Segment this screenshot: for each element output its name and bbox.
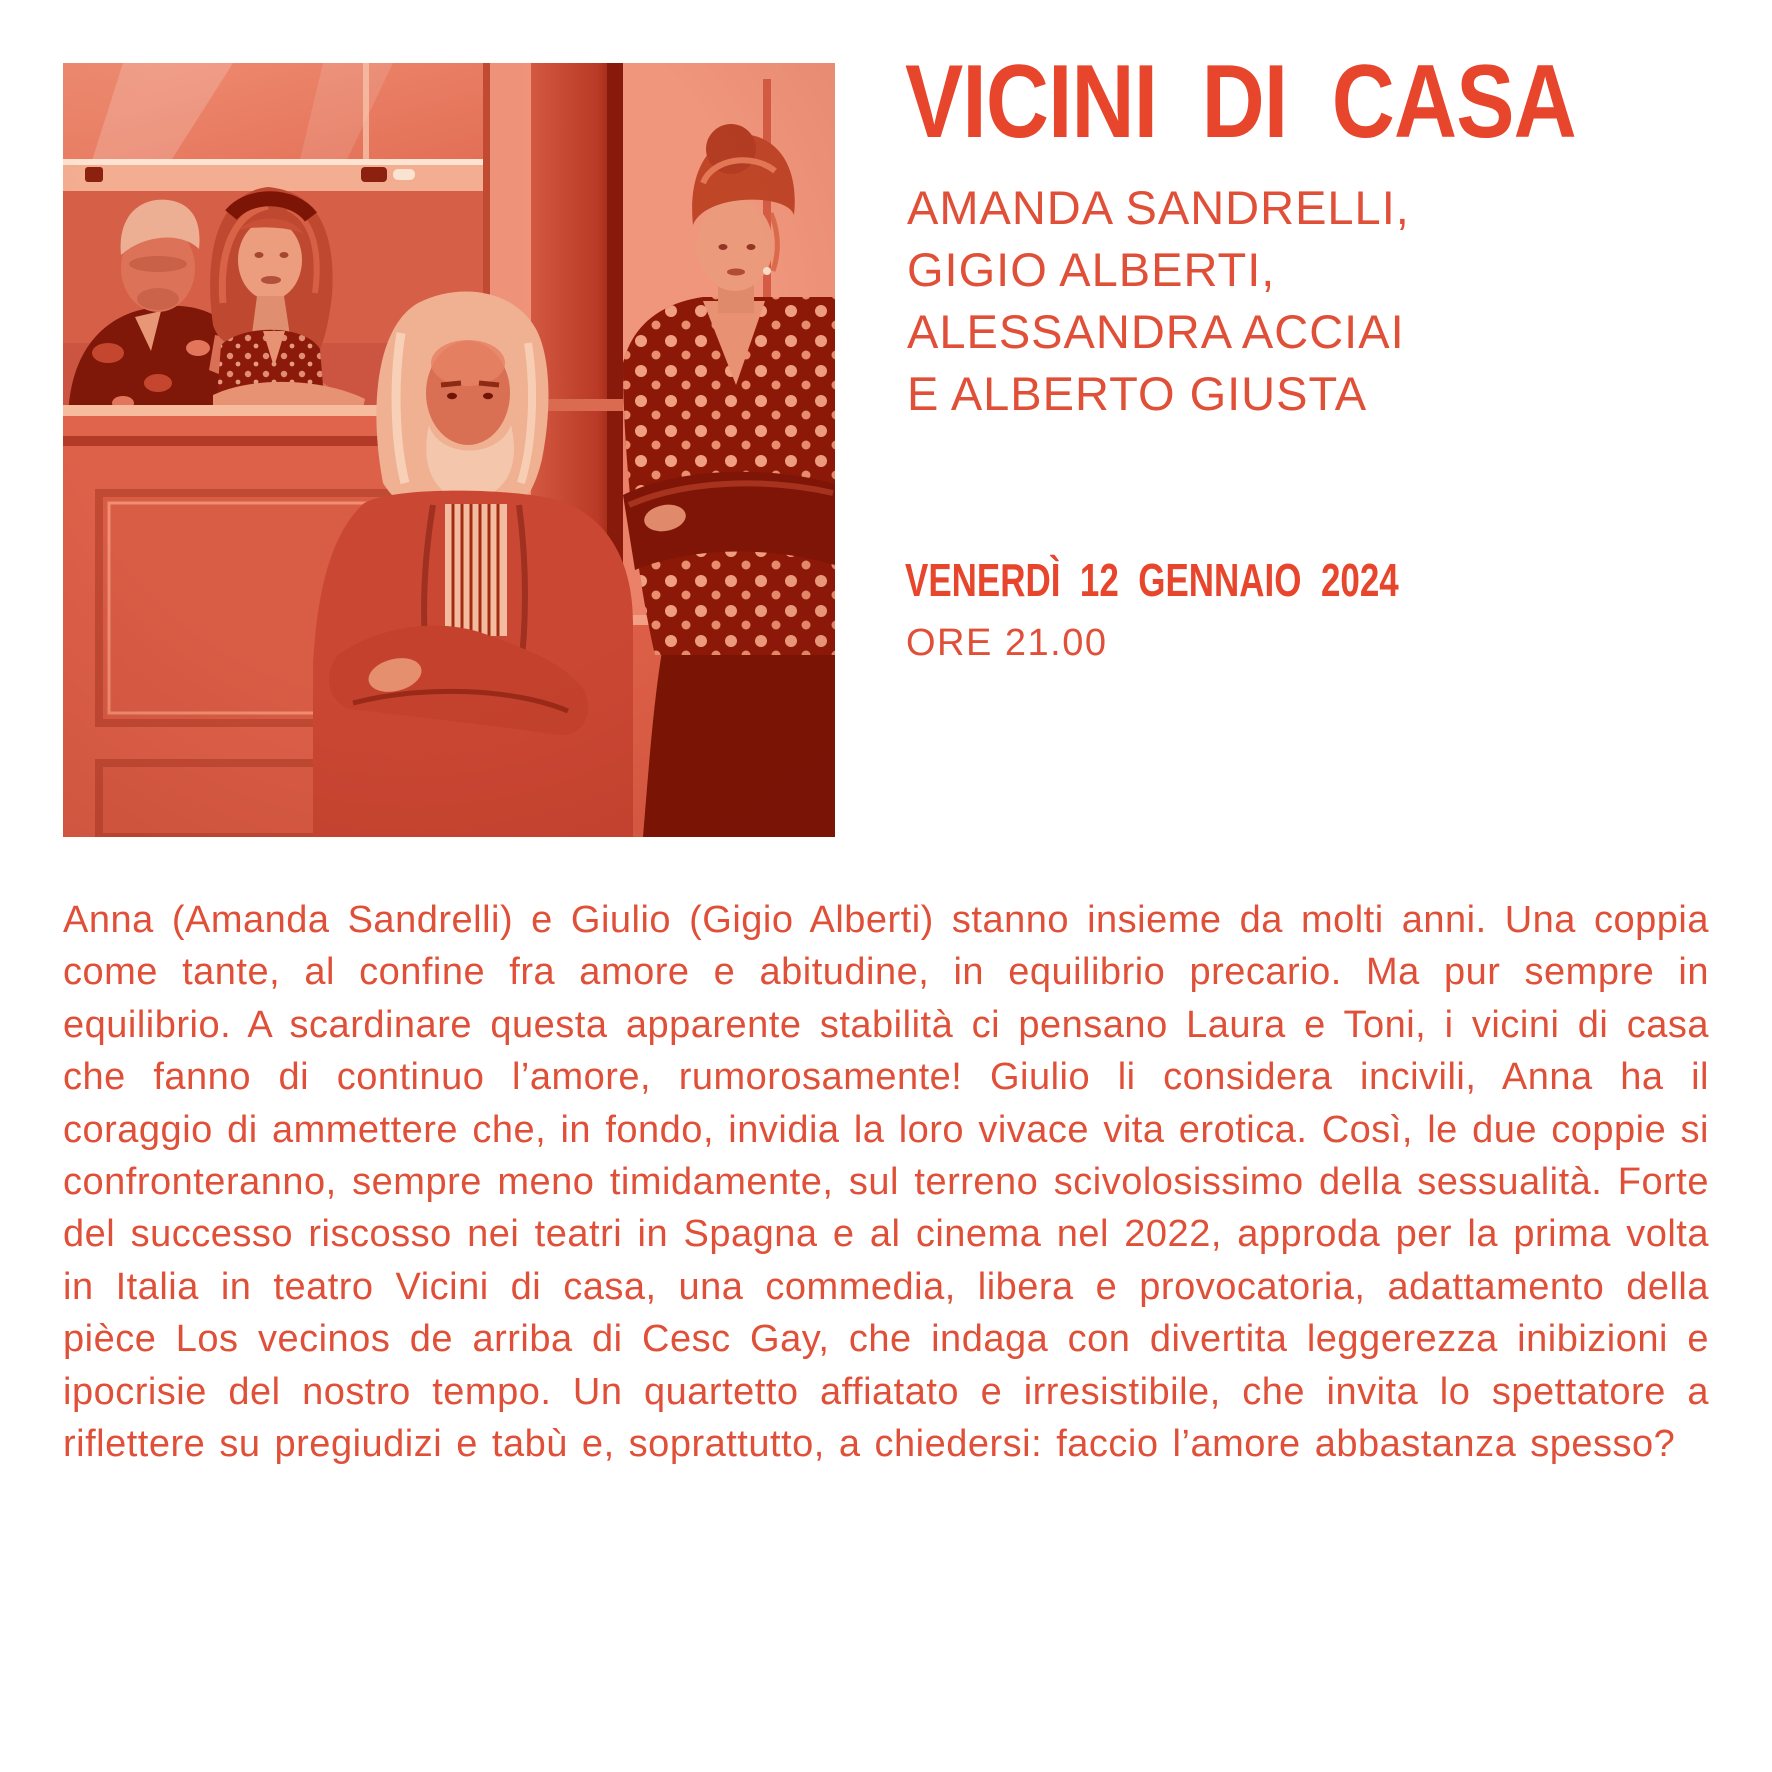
event-date-text: VENERDÌ 12 GENNAIO 2024	[905, 554, 1399, 606]
cast-line: AMANDA SANDRELLI,	[907, 181, 1410, 234]
cast-photo-illustration	[63, 63, 835, 837]
cast-photo	[63, 63, 835, 837]
cast-line: E ALBERTO GIUSTA	[907, 367, 1368, 420]
cast-list	[907, 177, 1410, 425]
photo-vignette	[63, 63, 835, 837]
event-title-text: VICINI DI CASA	[905, 44, 1576, 160]
synopsis-paragraph: Anna (Amanda Sandrelli) e Giulio (Gigio Alberti) stanno insieme da molti anni. Una coppia come tante, al confine fra amore e abitudine, in equilibrio precario. Ma pur sempre in equilibrio. A scardinare questa apparente stabilità ci pensano Laura e Toni, i vicini di casa che fanno di continuo l’amore, rumorosamente! Giulio li considera incivili, Anna ha il coraggio di ammettere che, in fondo, invidia la loro vivace vita erotica. Così, le due coppie si confronteranno, sempre meno timidamente, sul terreno scivolosissimo della sessualità. Forte del successo riscosso nei teatri in Spagna e al cinema nel 2022, approda per la prima volta in Italia in teatro Vicini di casa, una commedia, libera e provocatoria, adattamento della pièce Los vecinos de arriba di Cesc Gay, che indaga con divertita leggerezza inibizioni e ipocrisie del nostro tempo. Un quartetto affiatato e irresistibile, che invita lo spettatore a riflettere su pregiudizi e tabù e, soprattutto, a chiedersi: faccio l’amore abbastanza spesso?	[63, 899, 1709, 1466]
event-time: ORE 21.00	[906, 622, 1108, 664]
event-date	[905, 554, 1555, 606]
event-title	[905, 44, 1704, 160]
cast-line: GIGIO ALBERTI,	[907, 243, 1276, 296]
cast-line: ALESSANDRA ACCIAI	[907, 305, 1405, 358]
